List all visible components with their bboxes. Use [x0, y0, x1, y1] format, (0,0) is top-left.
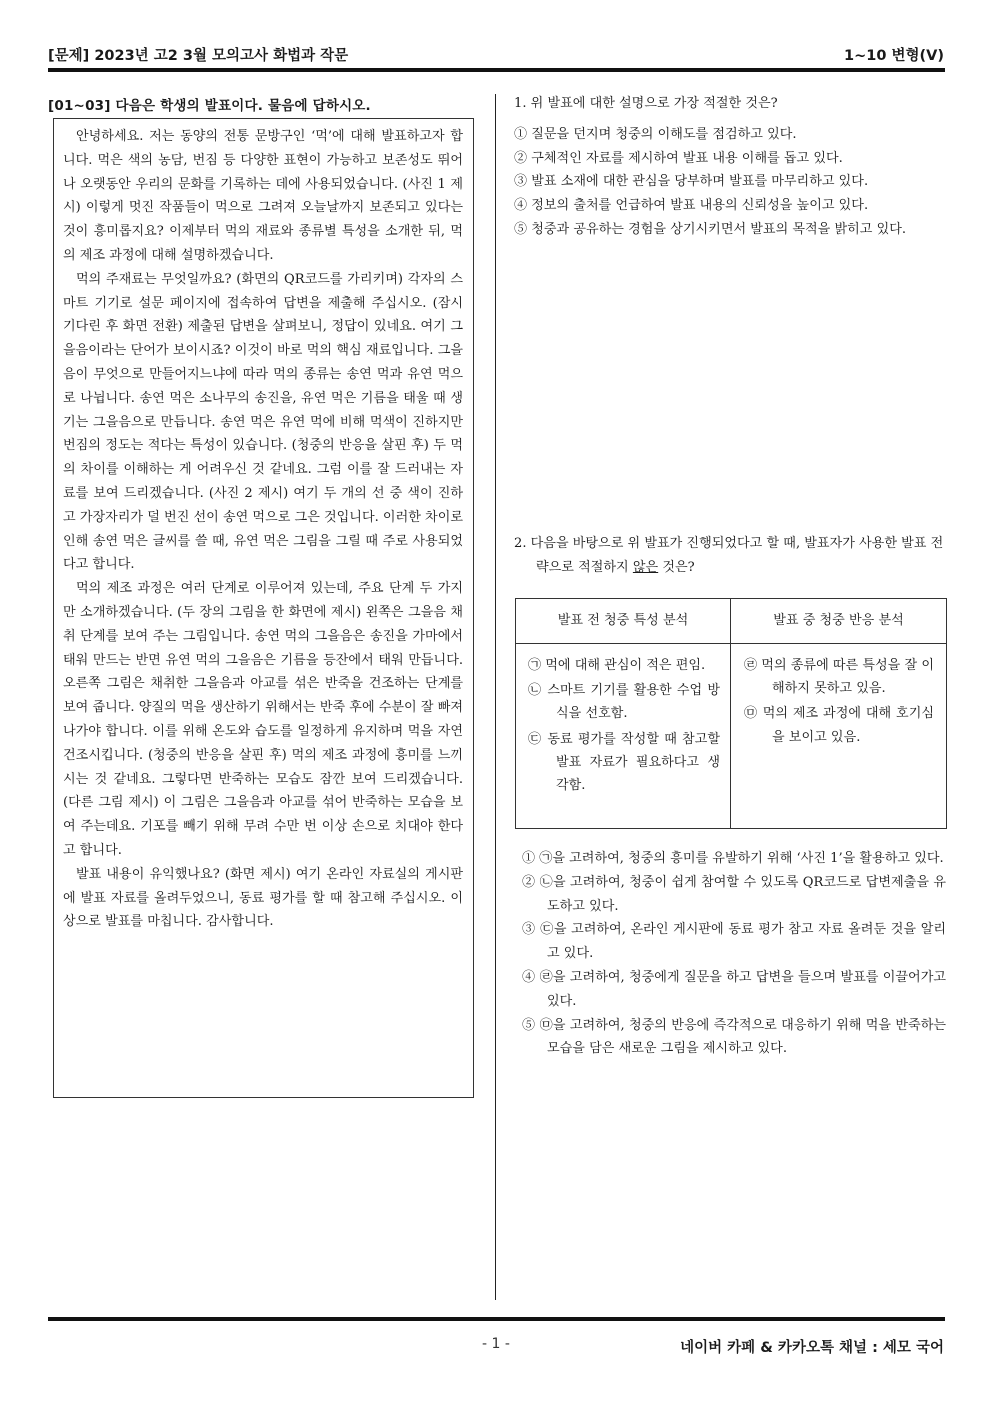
footer-channel: 네이버 카페 & 카카오톡 채널 : 세모 국어 [680, 1340, 944, 1356]
table-col-during [744, 654, 934, 751]
table-divider [730, 643, 731, 828]
question-2-stem-text: 2. 다음을 바탕으로 위 발표가 진행되었다고 할 때, 발표자가 사용한 발표 전략으로 적절하지 [514, 536, 944, 575]
table-header-during: 발표 중 청중 반응 분석 [731, 599, 946, 644]
question-1-option-2: ② 구체적인 자료를 제시하여 발표 내용 이해를 돕고 있다. [514, 150, 843, 166]
question-2-options [522, 847, 946, 1061]
header-rule [48, 68, 945, 72]
section-title: [01~03] 다음은 학생의 발표이다. 물음에 답하시오. [48, 98, 371, 114]
question-1-stem: 1. 위 발표에 대한 설명으로 가장 적절한 것은? [514, 96, 778, 111]
footer-rule [48, 1317, 945, 1321]
table-item-b: ㉡ 스마트 기기를 활용한 수업 방식을 선호함. [528, 683, 720, 722]
question-1-option-4: ④ 정보의 출처를 언급하여 발표 내용의 신뢰성을 높이고 있다. [514, 198, 869, 214]
question-1-option-3: ③ 발표 소재에 대한 관심을 당부하며 발표를 마무리하고 있다. [514, 174, 869, 190]
passage-paragraph-3: 먹의 제조 과정은 여러 단계로 이루어져 있는데, 주요 단계 두 가지만 소개하겠습니다. (두 장의 그림을 한 화면에 제시) 왼쪽은 그을음 채취 단계를 보여 주는 그림입니다. 송연 먹의 그을음은 송진을 가마에서 태워 만드는 반면 유연 먹의 그을음은 기름을 등잔에서 태워 만듭니다. 오른쪽 그림은 채취한 그을음과 아교를 섞은 반죽을 건조하는 단계를 보여 줍니다. 양질의 먹을 생산하기 위해서는 반죽 후에 수분이 잘 빠져나가야 합니다. 이를 위해 온도와 습도를 일정하게 유지하며 먹을 자연 건조시킵니다. (청중의 반응을 살핀 후) 먹의 제조 과정에 흥미를 느끼시는 것 같네요. 그렇다면 반죽하는 모습도 잠깐 보여 드리겠습니다. (다른 그림 제시) 이 그림은 그을음과 아교를 섞어 반죽하는 모습을 보여 주는데요. 기포를 빼기 위해 무려 수만 번 이상 손으로 치대야 한다고 합니다. [63, 581, 463, 858]
question-1 [514, 92, 946, 242]
question-2-option-5: ⑤ ㉤을 고려하여, 청중의 반응에 즉각적으로 대응하기 위해 먹을 반죽하는 모습을 담은 새로운 그림을 제시하고 있다. [522, 1017, 946, 1057]
question-1-options [514, 123, 946, 242]
passage-paragraph-4: 발표 내용이 유익했나요? (화면 제시) 여기 온라인 자료실의 게시판에 발표 자료를 올려두었으니, 동료 평가를 할 때 참고해 주십시오. 이상으로 발표를 마칩니다. 감사합니다. [63, 866, 463, 930]
question-1-option-1: ① 질문을 던지며 청중의 이해도를 점검하고 있다. [514, 126, 797, 142]
table-item-c: ㉢ 동료 평가를 작성할 때 참고할 발표 자료가 필요하다고 생각함. [528, 731, 720, 794]
page-number: - 1 - [482, 1336, 510, 1352]
question-2-option-3: ③ ㉢을 고려하여, 온라인 게시판에 동료 평가 참고 자료 올려둔 것을 알리고 있다. [522, 922, 946, 962]
question-2-option-1: ① ㉠을 고려하여, 청중의 흥미를 유발하기 위해 ‘사진 1’을 활용하고 있다. [522, 851, 944, 866]
table-item-e: ㉤ 먹의 제조 과정에 대해 호기심을 보이고 있음. [744, 706, 934, 745]
question-1-option-5: ⑤ 청중과 공유하는 경험을 상기시키면서 발표의 목적을 밝히고 있다. [514, 221, 907, 237]
question-2-stem-underline: 않은 [632, 559, 659, 575]
question-2-stem-end: 것은? [658, 559, 695, 575]
passage-box [53, 118, 474, 1098]
passage-paragraph-2: 먹의 주재료는 무엇일까요? (화면의 QR코드를 가리키며) 각자의 스마트 기기로 설문 페이지에 접속하여 답변을 제출해 주십시오. (잠시 기다린 후 화면 전환) 제출된 답변을 살펴보니, 정답이 있네요. 여기 그을음이라는 단어가 보이시죠? 이것이 바로 먹의 핵심 재료입니다. 그을음이 무엇으로 만들어지느냐에 따라 먹의 종류는 송연 먹과 유연 먹으로 나뉩니다. 송연 먹은 소나무의 송진을, 유연 먹은 기름을 태울 때 생기는 그을음으로 만듭니다. 송연 먹은 유연 먹에 비해 먹색이 진하지만 번짐의 정도는 적다는 특성이 있습니다. (청중의 반응을 살핀 후) 두 먹의 차이를 이해하는 게 어려우신 것 같네요. 그럼 이를 잘 드러내는 자료를 보여 드리겠습니다. (사진 2 제시) 여기 두 개의 선 중 색이 진하고 가장자리가 덜 번진 선이 송연 먹으로 그은 것입니다. 이러한 차이로 인해 송연 먹은 글씨를 쓸 때, 유연 먹은 그림을 그릴 때 주로 사용되었다고 합니다. [63, 271, 463, 573]
problem-range: 1~10 변형(V) [844, 48, 944, 64]
table-item-a: ㉠ 먹에 대해 관심이 적은 편임. [528, 658, 706, 673]
table-item-d: ㉣ 먹의 종류에 따른 특성을 잘 이해하지 못하고 있음. [744, 658, 934, 697]
column-divider [495, 94, 496, 1300]
audience-analysis-table [515, 598, 947, 829]
question-2-stem [514, 532, 946, 580]
question-2-option-4: ④ ㉣을 고려하여, 청중에게 질문을 하고 답변을 들으며 발표를 이끌어가고 있다. [522, 969, 946, 1009]
table-col-before [528, 654, 720, 799]
question-2-option-2: ② ㉡을 고려하여, 청중이 쉽게 참여할 수 있도록 QR코드로 답변제출을 유도하고 있다. [522, 874, 946, 914]
exam-title: [문제] 2023년 고2 3월 모의고사 화법과 작문 [48, 48, 349, 64]
table-header-before: 발표 전 청중 특성 분석 [516, 599, 731, 644]
passage-paragraph-1: 안녕하세요. 저는 동양의 전통 문방구인 ‘먹’에 대해 발표하고자 합니다. 먹은 색의 농담, 번짐 등 다양한 표현이 가능하고 보존성도 뛰어나 오랫동안 우리의 문화를 기록하는 데에 사용되었습니다. (사진 1 제시) 이렇게 멋진 작품들이 먹으로 그려져 오늘날까지 보존되고 있다는 것이 흥미롭지요? 이제부터 먹의 재료와 종류별 특성을 소개한 뒤, 먹의 제조 과정에 대해 설명하겠습니다. [63, 129, 463, 263]
